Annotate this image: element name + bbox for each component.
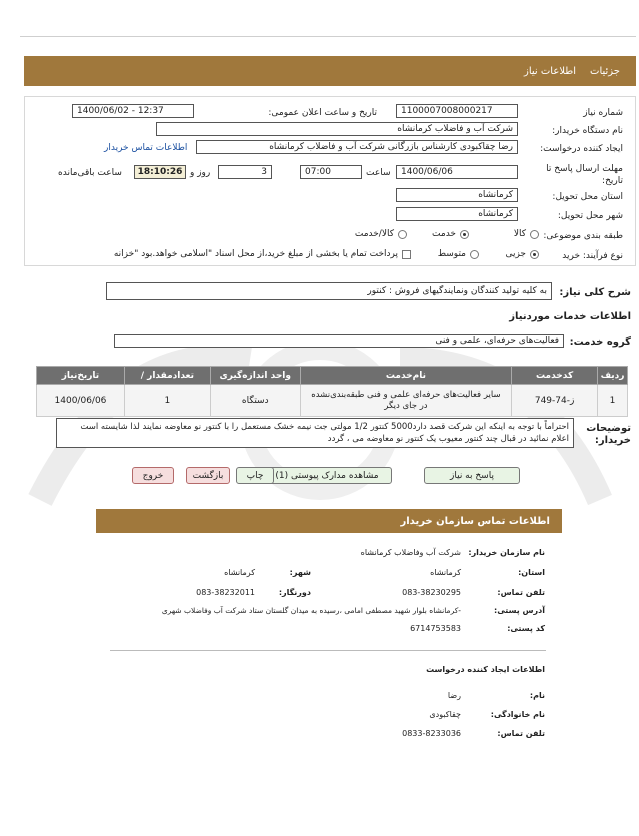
requester-section-title: اطلاعات ایجاد کننده درخواست [426, 665, 545, 674]
requester-family-label: نام خانوادگی: [490, 710, 545, 719]
table-header-row [37, 367, 628, 385]
days-field: 3 [218, 165, 272, 179]
city-label: شهر محل تحویل: [557, 211, 623, 221]
days-label: روز و [190, 168, 211, 178]
contact-province-label: استان: [518, 568, 545, 577]
contact-divider [110, 650, 546, 651]
requester-name-label: نام: [529, 691, 545, 700]
process-radio-medium[interactable]: متوسط [438, 249, 479, 259]
services-table-wrap [36, 366, 628, 417]
contact-postal-value: 6714753583 [410, 624, 461, 633]
category-label: طبقه بندی موضوعی: [543, 231, 623, 241]
cell-row: 1 [598, 385, 628, 417]
city-field: کرمانشاه [396, 207, 518, 221]
deadline-time-field: 07:00 [300, 165, 362, 179]
cell-qty: 1 [124, 385, 210, 417]
table-row [37, 385, 628, 417]
radio-medium-icon[interactable] [470, 250, 479, 259]
requester-phone-label: تلفن تماس: [497, 729, 545, 738]
need-number-label: شماره نیاز [583, 108, 623, 118]
col-name: نام‌خدمت [300, 367, 512, 385]
exit-button[interactable]: خروج [132, 467, 174, 484]
contact-city-label: شهر: [289, 568, 311, 577]
contact-city-value: کرمانشاه [224, 568, 255, 577]
page-header [24, 56, 636, 86]
buyer-org-field: شرکت آب و فاضلاب کرمانشاه [156, 122, 518, 136]
attachments-button[interactable]: مشاهده مدارک پیوستی (1) [262, 467, 392, 484]
services-table [36, 366, 628, 417]
cell-date: 1400/06/06 [37, 385, 125, 417]
requester-phone-value: 0833-8233036 [402, 729, 461, 738]
radio-both-icon[interactable] [398, 230, 407, 239]
reply-button[interactable]: پاسخ به نیاز [424, 467, 520, 484]
category-radio-service[interactable]: خدمت [432, 229, 469, 239]
contact-address-value: -کرمانشاه بلوار شهید مصطفی امامی ،رسیده به میدان گلستان ستاد شرکت آب وفاضلاب شهری [161, 606, 461, 615]
cell-unit: دستگاه [210, 385, 300, 417]
col-code: کدخدمت [512, 367, 598, 385]
contact-province-value: کرمانشاه [430, 568, 461, 577]
contact-phone-label: تلفن تماس: [497, 588, 545, 597]
process-radio-minor[interactable]: جزیی [505, 249, 539, 259]
contact-address-label: آدرس پستی: [494, 606, 545, 615]
cell-name: سایر فعالیت‌های حرفه‌ای علمی و فنی طبقه‌بندی‌نشده در جای دیگر [300, 385, 512, 417]
contact-fax-value: 083-38232011 [196, 588, 255, 597]
col-unit: واحد اندازه‌گیری [210, 367, 300, 385]
buyer-notes-field: احتراماً با توجه به اینکه این شرکت قصد دارد5000 کنتور 1/2 مولتی جت نیمه خشک مستعمل را با کنتور نو معاوضه نمایند لذا شایسته است اعلام نمائید در قبال چند کنتور معیوب یک کنتور نو معاوضه می ، گردد [56, 418, 574, 448]
requester-name-value: رضا [447, 691, 461, 700]
requester-family-value: چقاکبودی [429, 710, 461, 719]
buyer-org-label: نام دستگاه خریدار: [552, 126, 623, 136]
contact-section-header: اطلاعات تماس سازمان خریدار [96, 509, 562, 533]
services-section-title: اطلاعات خدمات موردنیاز [509, 311, 631, 322]
tab-details[interactable]: جزئیات [590, 65, 620, 77]
radio-minor-icon[interactable] [530, 250, 539, 259]
deadline-date-field: 1400/06/06 [396, 165, 518, 179]
tab-need-info[interactable]: اطلاعات نیاز [524, 65, 577, 77]
category-radio-both[interactable]: کالا/خدمت [355, 229, 407, 239]
summary-label: شرح کلی نیاز: [559, 287, 631, 298]
summary-field: به کلیه تولید کنندگان ونمایندگیهای فروش : کنتور [106, 282, 552, 300]
print-button[interactable]: چاپ [236, 467, 274, 484]
creator-field: رضا چقاکبودی کارشناس بازرگانی شرکت آب و فاضلاب کرمانشاه [196, 140, 518, 154]
back-button[interactable]: بازگشت [186, 467, 230, 484]
contact-fax-label: دورنگار: [278, 588, 311, 597]
contact-org-value: شرکت آب وفاضلاب کرمانشاه [360, 548, 461, 557]
deadline-label: مهلت ارسال پاسخ تا تاریخ: [546, 164, 623, 186]
col-date: تاریخ‌نیاز [37, 367, 125, 385]
remaining-field: 18:10:26 [134, 165, 186, 179]
cell-code: ز-74-749 [512, 385, 598, 417]
checkbox-icon[interactable] [402, 250, 411, 259]
need-number-field: 1100007008000217 [396, 104, 518, 118]
contact-postal-label: کد پستی: [507, 624, 545, 633]
remaining-label: ساعت باقی‌مانده [58, 168, 122, 178]
announce-label: تاریخ و ساعت اعلان عمومی: [268, 108, 377, 118]
category-radio-goods[interactable]: کالا [514, 229, 539, 239]
buyer-notes-label: توضیحات خریدار: [586, 423, 631, 446]
process-label: نوع فرآیند: خرید [562, 251, 623, 261]
payment-treasury-option[interactable]: پرداخت تمام یا بخشی از مبلغ خرید،از محل اسناد "اسلامی خواهد.بود "خزانه [114, 249, 411, 259]
announce-field: 1400/06/02 - 12:37 [72, 104, 194, 118]
service-group-field: فعالیت‌های حرفه‌ای، علمی و فنی [114, 334, 564, 348]
contact-org-label: نام سازمان خریدار: [468, 548, 545, 557]
time-label: ساعت [366, 168, 391, 178]
creator-label: ایجاد کننده درخواست: [540, 144, 623, 154]
contact-phone-value: 083-38230295 [402, 588, 461, 597]
province-label: استان محل تحویل: [552, 192, 623, 202]
col-qty: تعدادمقدار / [124, 367, 210, 385]
service-group-label: گروه خدمت: [569, 337, 631, 348]
col-row: ردیف [598, 367, 628, 385]
top-divider [20, 36, 636, 37]
province-field: کرمانشاه [396, 188, 518, 202]
buyer-contact-link[interactable]: اطلاعات تماس خریدار [104, 143, 188, 153]
radio-goods-icon[interactable] [530, 230, 539, 239]
radio-service-icon[interactable] [460, 230, 469, 239]
